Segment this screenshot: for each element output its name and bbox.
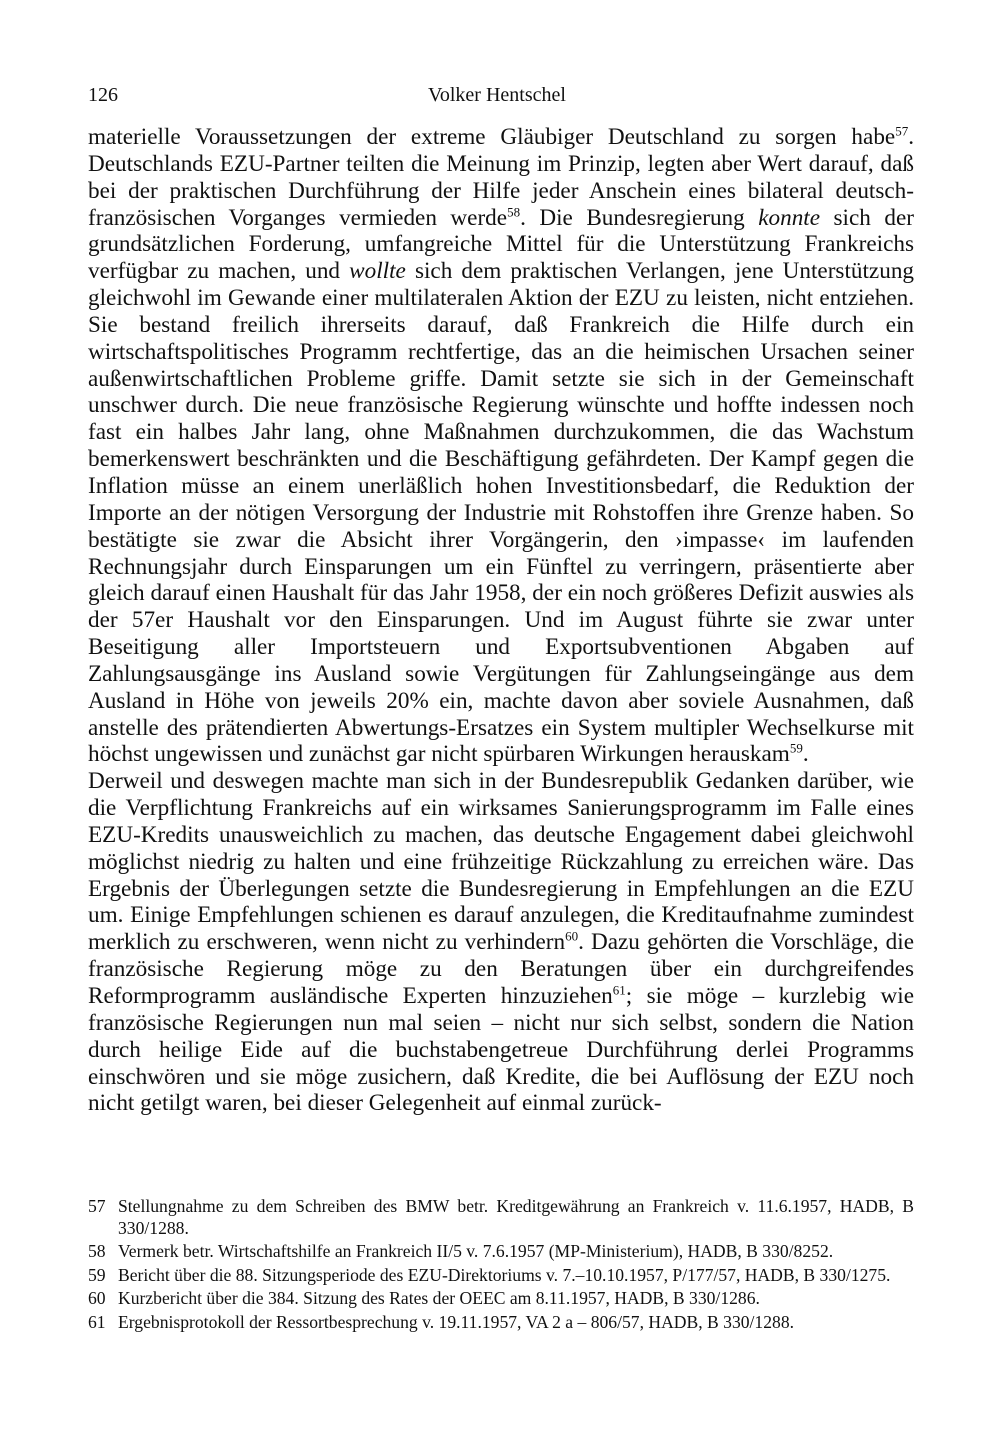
footnote-number: 59 [88, 1264, 106, 1285]
text-run: Derweil und deswegen machte man sich in der Bundesrepublik Gedanken darüber, wie die Verpflichtung Frankreichs auf ein wirksames Sanierungsprogramm im Falle eines EZU-Kredits unausweichlich zu machen, das deutsche Engagement dabei gleichwohl möglichst niedrig zu halten und eine frühzeitige Rückzahlung zu erreichen wäre. Das Ergebnis der Überlegungen setzte die Bundesregierung in Empfehlungen an die EZU um. Einige Empfehlungen schienen es darauf anzulegen, die Kreditaufnahme zumindest merklich zu erschweren, wenn nicht zu verhindern [88, 768, 914, 956]
text-run: . Deutschlands EZU-Partner teilten die Meinung im Prinzip, legten aber Wert darauf, daß bei der praktischen Durchführung der Hilfe jeder Anschein eines bilateral deutsch-französischen Vorganges vermieden werde [88, 124, 914, 231]
footnote-number: 57 [88, 1196, 106, 1216]
text-run: sich dem praktischen Verlangen, jene Unterstützung gleichwohl im Gewande einer multilateralen Aktion der EZU zu leisten, nicht entziehen. Sie bestand freilich ihrerseits darauf, daß Frankreich die Hilfe durch ein wirtschaftspolitisches Programm rechtfertige, das an die heimischen Ursachen seiner außenwirtschaftlichen Probleme griffe. Damit setzte sie sich in der Gemeinschaft unschwer durch. Die neue französische Regierung wünschte und hoffte indessen noch fast ein halbes Jahr lang, ohne Maßnahmen durchzukommen, die das Wachstum bemerkenswert beschränkten und die Beschäftigung gefährdeten. Der Kampf gegen die Inflation müsse an einem unerläßlich hohen Investitionsbedarf, die Reduktion der Importe an der nötigen Versorgung der Industrie mit Rohstoffen ihre Grenze haben. So bestätigte sie zwar die Absicht ihrer Vorgängerin, den ›impasse‹ im laufenden Rechnungsjahr durch Einsparungen um ein Fünftel zu verringern, präsentierte aber gleich darauf einen Haushalt für das Jahr 1958, der ein noch größeres Defizit auswies als der 57er Haushalt vor den Einsparungen. Und im August führte sie zwar unter Beseitigung aller Importsteuern und Exportsubventionen Abgaben auf Zahlungsausgänge ins Ausland sowie Vergütungen für Zahlungseingänge aus dem Ausland in Höhe von jeweils 20% ein, machte davon aber soviele Ausnahmen, daß anstelle des prätendierten Abwertungs-Ersatzes ein System multipler Wechselkurse mit höchst ungewissen und zunächst gar nicht spürbaren Wirkungen herauskam [88, 258, 915, 768]
page-number: 126 [88, 84, 118, 106]
paragraph-1 [88, 124, 914, 768]
footnote-number: 58 [88, 1241, 106, 1261]
footnote-number: 60 [88, 1288, 106, 1308]
body-text [88, 124, 914, 1117]
footnote-58 [88, 1241, 914, 1263]
footnote-text: Ergebnisprotokoll der Ressortbesprechung v. 19.11.1957, VA 2 a – 806/57, HADB, B 330/1288. [118, 1311, 795, 1332]
footnote-text: Vermerk betr. Wirtschaftshilfe an Frankreich II/5 v. 7.6.1957 (MP-Ministerium), HADB, B 330/8252. [118, 1241, 834, 1261]
footnote-57 [88, 1196, 914, 1239]
footnote-ref-57[interactable]: 57 [895, 123, 909, 139]
footnote-text: Stellungnahme zu dem Schreiben des BMW betr. Kreditgewährung an Frankreich v. 11.6.1957, HADB, B 330/1288. [118, 1196, 914, 1238]
emphasis-text: wollte [349, 258, 406, 285]
paragraph-2 [88, 768, 914, 1117]
text-run: sich der grundsätzlichen Forderung, umfangreiche Mittel für die Unterstützung Frankreichs verfügbar zu machen, und [88, 204, 914, 285]
text-run: materielle Voraussetzungen der extreme Gläubiger Deutschland zu sorgen habe [88, 124, 896, 150]
footnote-ref-61[interactable]: 61 [612, 982, 626, 998]
footnote-text: Bericht über die 88. Sitzungsperiode des EZU-Direktoriums v. 7.–10.10.1957, P/177/57, HADB, B 330/1275. [118, 1264, 891, 1285]
footnote-61 [88, 1312, 914, 1334]
footnotes [88, 1196, 914, 1335]
page-header [88, 84, 914, 114]
footnote-number: 61 [88, 1311, 106, 1332]
footnote-60 [88, 1288, 914, 1310]
text-run: ; sie möge – kurzlebig wie französische Regierungen nun mal seien – nicht nur sich selbst, sondern die Nation durch heilige Eide auf die buchstabengetreue Durchführung derlei Programms einschwören und sie möge zusichern, daß Kredite, die bei Auflösung der EZU noch nicht getilgt waren, bei dieser Gelegenheit auf einmal zurück- [88, 983, 914, 1117]
text-run: . Die Bundesregierung [520, 204, 759, 231]
footnote-ref-59[interactable]: 59 [789, 740, 803, 756]
emphasis-text: konnte [758, 204, 821, 231]
footnote-text: Kurzbericht über die 384. Sitzung des Rates der OEEC am 8.11.1957, HADB, B 330/1286. [118, 1288, 760, 1308]
footnote-ref-60[interactable]: 60 [565, 928, 579, 944]
text-run: . [802, 741, 809, 768]
text-run: . Dazu gehörten die Vorschläge, die französische Regierung möge zu den Beratungen über ein durchgreifendes Reformprogramm ausländische Experten hinzuziehen [88, 929, 914, 1009]
footnote-59 [88, 1265, 914, 1287]
running-head: Volker Hentschel [428, 84, 566, 106]
footnote-ref-58[interactable]: 58 [507, 203, 521, 219]
